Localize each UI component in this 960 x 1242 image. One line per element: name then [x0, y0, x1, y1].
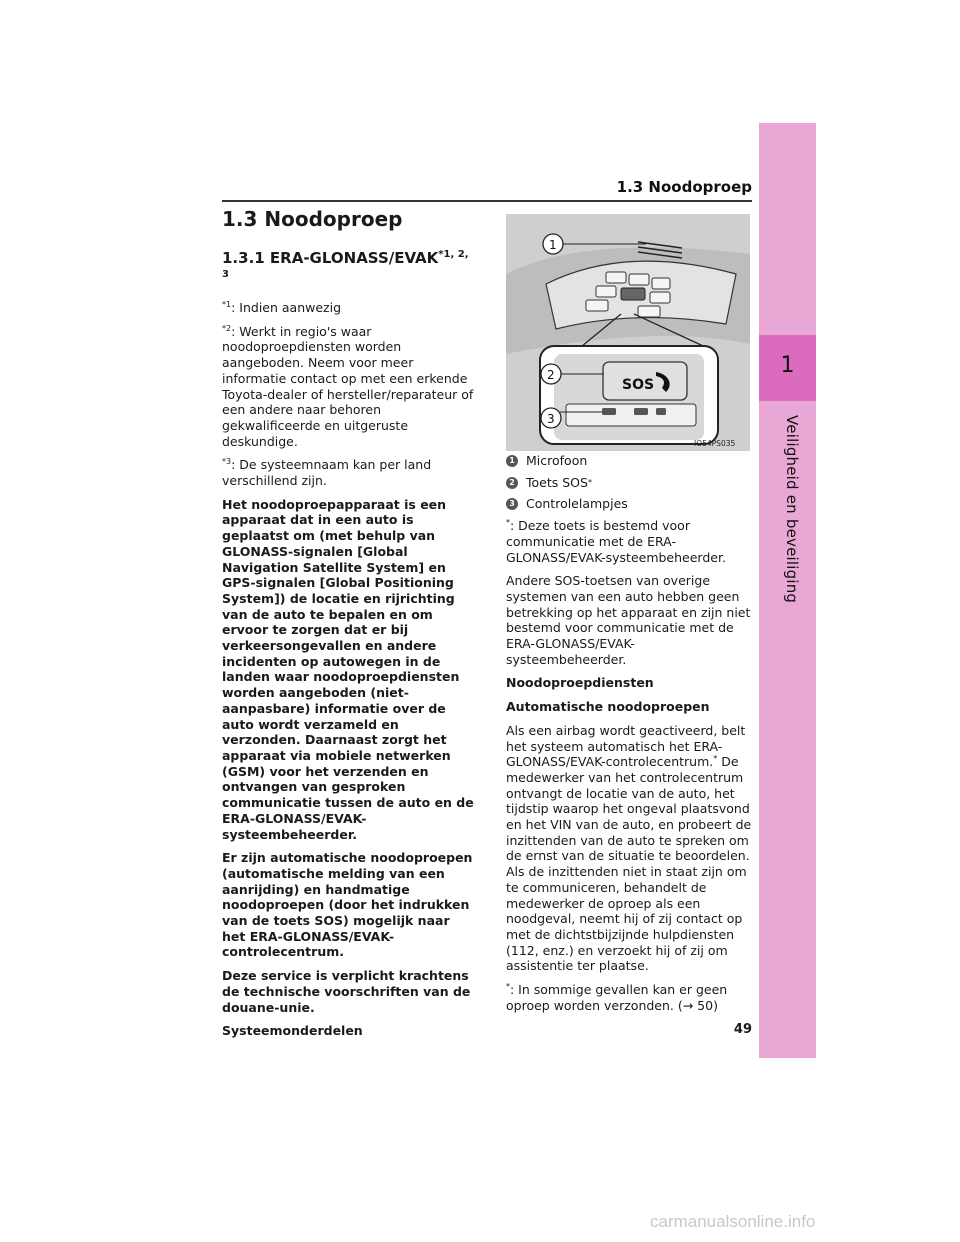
callout-3 [541, 408, 561, 428]
chapter-number: 1 [780, 353, 795, 378]
end-footnote-text: : In sommige gevallen kan er geen oproep worden verzonden. (→ 50) [506, 982, 728, 1013]
components-heading: Systeemonderdelen [222, 1023, 363, 1039]
end-footnote [506, 982, 754, 1013]
footnote-1-marker: *1 [222, 299, 232, 309]
section-title: 1.3 Noodoproep [222, 207, 403, 231]
legend-item [506, 496, 754, 512]
services-heading: Noodoproepdiensten [506, 675, 654, 691]
legend-number-2: 2 [506, 477, 518, 489]
auto-calls-heading: Automatische noodoproepen [506, 699, 710, 715]
callout-1 [543, 234, 563, 254]
sos-footnote-text: : Deze toets is bestemd voor communicatie met de ERA-GLONASS/EVAK-systeembeheerder. [506, 518, 726, 565]
footnote-2-marker: *2 [222, 323, 232, 333]
watermark: carmanualsonline.info [650, 1212, 816, 1231]
footnote-3 [222, 457, 477, 488]
legend-item: 2 Toets SOS * [506, 475, 754, 491]
subsection-title [222, 248, 477, 288]
sos-footnote-marker: * [506, 517, 510, 527]
system-components-figure [506, 214, 750, 451]
svg-text:2: 2 [547, 368, 555, 382]
legend-label-3: Controlelampjes [526, 496, 628, 512]
intro-paragraph: Het noodoproepapparaat is een apparaat dat in een auto is geplaatst om (met behulp van GLONASS-signalen [Global Navigation Satellite System] en GPS-signalen [Global Positioning System]) de locatie en rijrichting van de auto te bepalen en om ervoor te zorgen dat er bij verkeersongevallen en andere incidenten op autowegen in de landen waar noodoproepdiensten worden aangeboden (niet-aanpasbare) informatie over de auto wordt verzameld en verzonden. Daarnaast zorgt het apparaat via mobiele netwerken (GSM) voor het verzenden en ontvangen van gesproken communicatie tussen de auto en de ERA-GLONASS/EVAK-systeembeheerder. [222, 496, 474, 842]
sos-button-label: SOS [622, 377, 655, 393]
legend-label-1: Microfoon [526, 453, 588, 468]
overhead-console-illustration [506, 214, 750, 451]
chapter-side-tab [759, 123, 816, 1058]
end-footnote-marker: * [506, 981, 510, 991]
subsection-footnote-marker: *1, 2, 3 [222, 249, 469, 280]
figure-code: IO54PS035 [694, 439, 736, 448]
auto-calls-text-b: De medewerker van het controlecentrum ontvangt de locatie van de auto, het tijdstip waarop het ongeval plaatsvond en het VIN van de auto, en probeert de inzittenden van de auto te spreken om de ernst van de situatie te beoordelen. Als de inzittenden niet in staat zijn om te communiceren, behandelt de medewerker de oproep als een noodgeval, neemt hij of zij contact op met de dichtstbijzijnde hulpdiensten (112, enz.) en verzoekt hij of zij om assistentie ter plaatse. [506, 754, 752, 974]
auto-calls-paragraph [506, 723, 754, 974]
legend-number-1: 1 [506, 455, 518, 467]
footnote-1 [222, 300, 477, 316]
left-column [222, 206, 477, 1047]
chapter-title: Veiligheid en beveiliging [783, 415, 801, 604]
call-types-paragraph: Er zijn automatische noodoproepen (automatische melding van een aanrijding) en handmatige noodoproepen (door het indrukken van de toets SOS) mogelijk naar het ERA-GLONASS/EVAK-controlecentrum. [222, 850, 473, 960]
page-number: 49 [733, 1022, 752, 1037]
svg-text:3: 3 [547, 412, 555, 426]
sos-footnote [506, 518, 754, 565]
other-sos-paragraph: Andere SOS-toetsen van overige systemen van een auto hebben geen betrekking op het apparaat en zijn niet bestemd voor communicatie met de ERA-GLONASS/EVAK-systeembeheerder. [506, 573, 751, 667]
callout-2 [541, 364, 561, 384]
subsection-title-text: 1.3.1 ERA-GLONASS/EVAK [222, 249, 439, 267]
legend-item [506, 453, 754, 469]
right-column [506, 453, 754, 1022]
regulation-paragraph: Deze service is verplicht krachtens de technische voorschriften van de douane-unie. [222, 968, 471, 1015]
running-head: 1.3 Noodoproep [616, 178, 752, 196]
footnote-2-text: : Werkt in regio's waar noodoproepdiensten worden aangeboden. Neem voor meer informatie contact op met een erkende Toyota-dealer of hersteller/reparateur of een andere naar behoren gekwalificeerde en uitgeruste deskundige. [222, 323, 474, 449]
svg-text:1: 1 [549, 238, 557, 252]
legend-label-2: Toets SOS [526, 474, 588, 490]
sos-button[interactable] [603, 362, 687, 400]
footnote-1-text: : Indien aanwezig [231, 300, 342, 315]
header-rule [222, 200, 752, 202]
legend-number-3: 3 [506, 498, 518, 510]
auto-calls-text-a: Als een airbag wordt geactiveerd, belt het systeem automatisch het ERA-GLONASS/EVAK-controlecentrum. [506, 722, 746, 770]
footnote-3-text: : De systeemnaam kan per land verschillend zijn. [222, 457, 432, 489]
footnote-2 [222, 324, 477, 450]
footnote-3-marker: *3 [222, 457, 232, 467]
auto-calls-marker: * [713, 754, 718, 764]
